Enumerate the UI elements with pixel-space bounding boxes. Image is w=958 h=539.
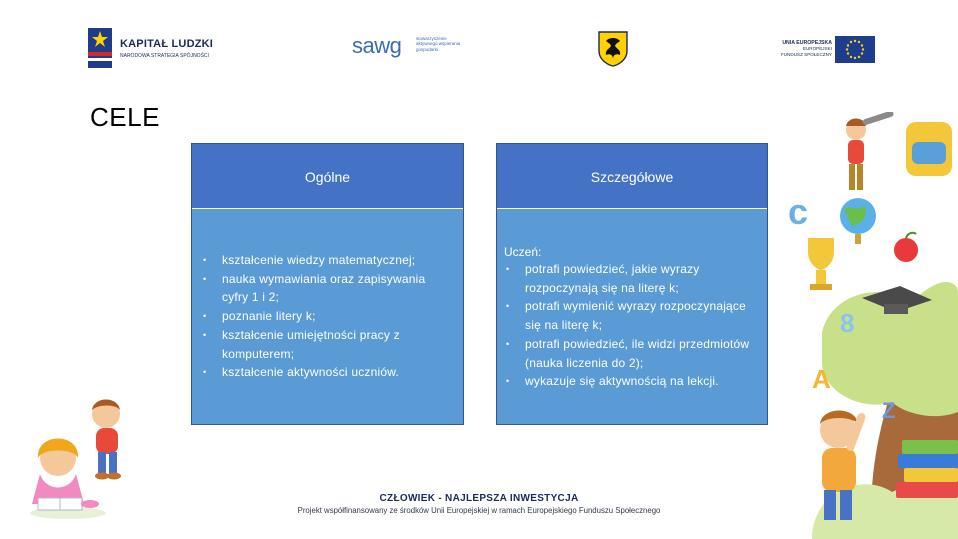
svg-text:A: A [812, 364, 831, 394]
sawg-logo [352, 33, 462, 63]
footer-subtitle: Projekt współfinansowany ze środków Unii Europejskiej w ramach Europejskiego Funduszu Społecznego [297, 506, 661, 515]
general-goals-box [191, 143, 464, 425]
list-item: • nauka wymawiania oraz zapisywania cyfry 1 i 2; [201, 270, 441, 307]
kapital-ludzki-logo-icon [88, 28, 112, 68]
svg-text:Z: Z [882, 398, 896, 423]
sawg-tagline: stowarzyszenie aktywnego wspierania gospodarki [416, 36, 461, 52]
specific-goals-list [504, 260, 762, 391]
kapital-ludzki-title: KAPITAŁ LUDZKI [120, 38, 214, 50]
eu-line-2: EUROPEJSKI [802, 46, 832, 51]
list-item: • poznanie litery k; [201, 307, 441, 326]
list-item: • potrafi wymienić wyrazy rozpoczynające się na literę k; [504, 297, 762, 334]
specific-goals-box [496, 143, 768, 425]
specific-goals-header [497, 144, 767, 209]
list-item: • wykazuje się aktywnością na lekcji. [504, 372, 762, 391]
kapital-ludzki-logo [88, 28, 218, 68]
list-item: • kształcenie umiejętności pracy z komputerem; [201, 326, 441, 363]
general-goals-list [201, 251, 441, 382]
eu-logo [776, 36, 874, 64]
general-goals-header [192, 144, 463, 209]
specific-goals-intro: Uczeń: [504, 245, 542, 259]
svg-text:8: 8 [840, 308, 855, 338]
slide-title: CELE [90, 102, 160, 132]
list-item: • kształcenie aktywności uczniów. [201, 363, 441, 382]
list-item: • kształcenie wiedzy matematycznej; [201, 251, 441, 270]
list-item: • potrafi powiedzieć, ile widzi przedmiotów (nauka liczenia do 2); [504, 335, 762, 372]
eu-line-1: UNIA EUROPEJSKA [782, 40, 832, 46]
crest-icon [598, 31, 628, 67]
svg-text:c: c [788, 191, 809, 232]
eu-line-3: FUNDUSZ SPOŁECZNY [780, 52, 832, 57]
general-goals-header-label: Ogólne [304, 169, 351, 185]
list-item: • potrafi powiedzieć, jakie wyrazy rozpoczynają się na literę k; [504, 260, 762, 297]
specific-goals-header-label: Szczegółowe [590, 169, 674, 185]
sawg-logo-icon: sawg [352, 33, 402, 58]
kapital-ludzki-subtitle: NARODOWA STRATEGIA SPÓJNOŚCI [120, 53, 209, 59]
footer-title: CZŁOWIEK - NAJLEPSZA INWESTYCJA [379, 493, 579, 504]
school-tree-illustration-icon [752, 112, 958, 539]
eu-flag-icon [835, 36, 875, 63]
